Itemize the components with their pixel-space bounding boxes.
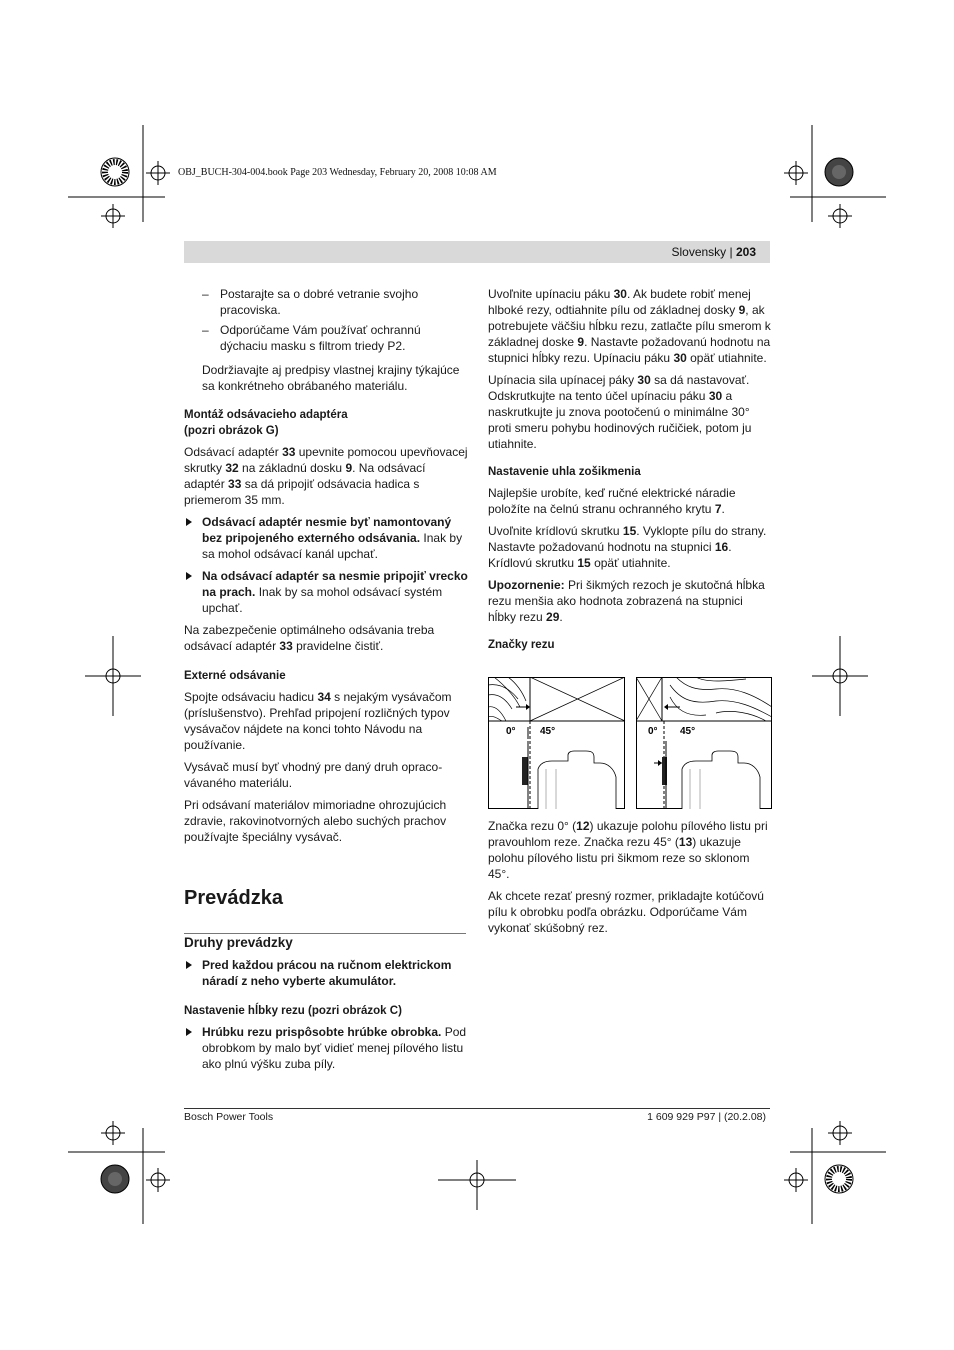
bevel-heading: Nastavenie uhla zošikmenia [488, 466, 641, 478]
warning-item: Na odsávací adaptér sa nesmie pripojiť vrecko na prach. Inak by sa mohol odsávací systém upchať. [184, 568, 468, 616]
left-column [184, 286, 468, 851]
page-header-bar [184, 241, 770, 263]
bevel-paragraph: Najlepšie urobíte, keď ručné elektrické náradie položíte na čelnú stranu ochranného krytu 7. [488, 486, 736, 516]
depth-heading: Nastavenie hĺbky rezu (pozri obrázok C) [184, 1005, 402, 1017]
marks-paragraph: Značka rezu 0° (12) ukazuje polohu pílového listu pri pravouhlom reze. Značka rezu 45° (13) ukazuje polohu pílového listu pri šikmom reze so sklonom 45°. [488, 819, 768, 881]
warning-item: Pred každou prácou na ručnom elektrickom náradí z neho vyberte akumulátor. [184, 957, 468, 989]
label-0-deg: 0° [648, 726, 658, 737]
warning-item: Hrúbku rezu prispôsobte hrúbke obrobka. Pod obrobkom by malo byť vidieť menej pílového listu ako plnú výšku zuba píly. [184, 1024, 468, 1072]
label-0-deg: 0° [506, 726, 516, 737]
footer-rule [184, 1108, 770, 1109]
bullet-triangle-icon [186, 961, 192, 969]
external-paragraph: Spojte odsávaciu hadicu 34 s nejakým vysávačom (príslušenstvo). Prehľad pripojení rozličných typov vysávačov nájdete na konci tohto Návodu na používanie. [184, 690, 452, 752]
marks-paragraph: Ak chcete rezať presný rozmer, prikladajte kotúčovú pílu k obrobku podľa obrázku. Odporúčame Vám vykonať skúšobný rez. [488, 889, 764, 935]
bullet-triangle-icon [186, 572, 192, 580]
bullet-triangle-icon [186, 518, 192, 526]
label-45-deg: 45° [540, 726, 556, 737]
section-rule [184, 933, 466, 934]
footer-doc-number: 1 609 929 P97 | (20.2.08) [647, 1111, 766, 1123]
right-column-lower [488, 818, 771, 942]
bevel-note: Upozornenie: Pri šikmých rezoch je skutočná hĺbka rezu menšia ako hodnota zobrazená na stupnici hĺbky rezu 29. [488, 578, 765, 624]
cut-mark-figure-right [636, 677, 773, 810]
warning-item: Odsávací adaptér nesmie byť namontovaný bez pripojeného externého odsávania. Inak by sa mohol odsávací kanál upchať. [184, 514, 468, 562]
depth-paragraph: Uvoľnite upínaciu páku 30. Ak budete robiť menej hlboké rezy, odtiahnite pílu od základnej dosky 9, ak potrebujete väčšiu hĺbku rezu, zatlačte pílu smerom k základnej doske 9. Nastavte požadovanú hodnotu na stupnici hĺbky rezu. Upínaciu páku 30 opäť utiahnite. [488, 287, 771, 365]
label-45-deg: 45° [680, 726, 696, 737]
section-title: Prevádzka [184, 887, 283, 909]
left-column-lower [184, 935, 468, 1078]
bullet-triangle-icon [186, 1028, 192, 1036]
adapter-paragraph: Odsávací adaptér 33 upevnite pomocou upevňovacej skrutky 32 na základnú dosku 9. Na odsávací adaptér 33 sa dá pripojiť odsávacia hadica s priemerom 35 mm. [184, 445, 468, 507]
footer-brand: Bosch Power Tools [184, 1111, 274, 1123]
depth-paragraph: Upínacia sila upínacej páky 30 sa dá nastavovať. Odskrutkujte na tento účel upínaciu páku 30 a naskrutkujte ju znova pootočenú o minimálne 30° proti smeru pohybu hodinových ručičiek, potom ju utiahnite. [488, 373, 752, 451]
print-header: OBJ_BUCH-304-004.book Page 203 Wednesday, February 20, 2008 10:08 AM [178, 167, 497, 178]
external-paragraph: Vysávač musí byť vhodný pre daný druh opracovávaného materiálu. [184, 760, 443, 790]
page-number: 203 [735, 245, 756, 259]
external-paragraph: Pri odsávaní materiálov mimoriadne ohrozujúcich zdravie, rakovinotvorných alebo suchých prachov používajte špeciálny vysávač. [184, 798, 447, 844]
cut-mark-figure-left [488, 677, 626, 810]
page-header: Slovensky | 203 [671, 245, 756, 259]
adapter-heading: Montáž odsávacieho adaptéra (pozri obrázok G) [184, 409, 348, 437]
right-column [488, 286, 771, 658]
external-heading: Externé odsávanie [184, 670, 286, 682]
regulations-note: Dodržiavajte aj predpisy vlastnej krajiny týkajúce sa konkrétneho obrábaného materiálu. [202, 363, 460, 393]
marks-heading: Značky rezu [488, 639, 555, 651]
subsection-title: Druhy prevádzky [184, 935, 293, 950]
list-item: – Postarajte sa o dobré vetranie svojho pracoviska. [202, 286, 468, 318]
bevel-paragraph: Uvoľnite krídlovú skrutku 15. Vyklopte pílu do strany. Nastavte požadovanú hodnotu na stupnici 16. Krídlovú skrutku 15 opäť utiahnite. [488, 524, 767, 570]
list-item: – Odporúčame Vám používať ochrannú dýchaciu masku s filtrom triedy P2. [202, 322, 468, 354]
adapter-clean-paragraph: Na zabezpečenie optimálneho odsávania treba odsávací adaptér 33 pravidelne čistiť. [184, 623, 435, 653]
